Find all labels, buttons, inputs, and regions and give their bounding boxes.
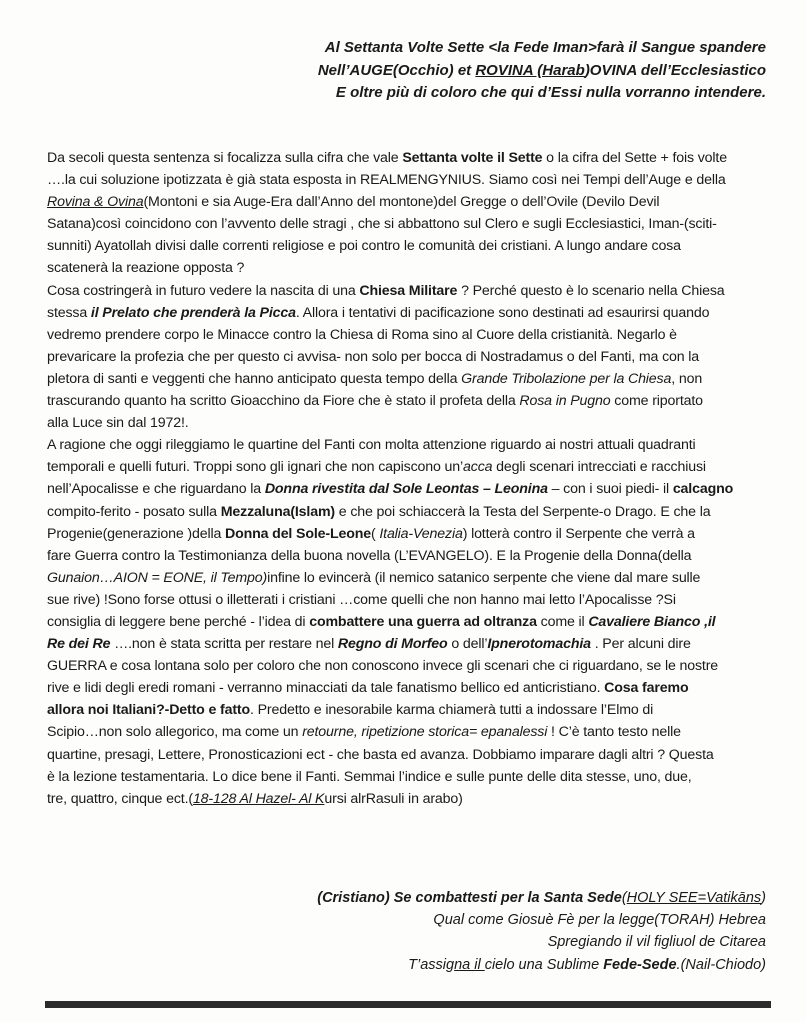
text-span: , non (671, 370, 703, 387)
text-span: ) (761, 890, 766, 906)
bold-italic-text: Regno di Morfeo (337, 636, 448, 653)
text-span: e che poi schiaccerà la Testa del Serpente-o Drago. E che la (335, 503, 711, 520)
body-line: sue rive) !Sono forse ottusi o illetterati i cristiani …come quelli che non hanno mai letto l’Apocalisse ?Si (47, 591, 676, 608)
bold-italic-text: Cavaliere Bianco ,il (588, 613, 716, 630)
body-text (47, 147, 767, 810)
italic-text: retourne, ripetizione storica= epanalessi (302, 724, 548, 741)
body-line: scatenerà la reazione opposta ? (47, 260, 245, 277)
body-line: quartine, presagi, Lettere, Pronosticazioni ect - che basta ed avanza. Dobbiamo imparare dagli altri ? Questa (47, 746, 714, 763)
text-span: Nell’AUGE(Occhio) et (317, 61, 476, 79)
text-span: – con i suoi piedi- il (547, 481, 673, 498)
text-span: o dell’ (447, 636, 488, 653)
body-line (47, 611, 767, 633)
bold-text: Settanta volte il Sette (402, 150, 543, 166)
bold-text: Cosa faremo (604, 680, 689, 697)
header-poem (318, 37, 766, 105)
text-span: (Montoni e sia Auge-Era dall’Anno del montone)del Gregge o dell’Ovile (Devilo Devil (143, 194, 660, 211)
header-poem-line-3: E oltre più di coloro che qui d’Essi nulla vorranno intendere. (335, 84, 766, 101)
italic-text: Rosa in Pugno (519, 393, 611, 410)
text-span: ….non è stata scritta per restare nel (110, 636, 338, 653)
body-line (47, 280, 767, 302)
text-span: Scipio…non solo allegorico, ma come un (47, 724, 303, 741)
body-line: GUERRA e cosa lontana solo per coloro che non conoscono invece gli scenari che ci riguardano, se le nostre (47, 658, 719, 675)
italic-text: Grande Tribolazione per la Chiesa (461, 370, 672, 387)
bold-text: calcagno (672, 481, 734, 498)
footer-poem-line-4 (317, 954, 766, 976)
footer-poem-line-1 (317, 887, 766, 909)
bold-text: Donna del Sole-Leone (225, 525, 371, 542)
text-span: ) lotterà contro il Serpente che verrà a (462, 525, 695, 542)
body-line (47, 788, 767, 810)
italic-text: Italia-Venezia (379, 525, 463, 542)
text-span: .(Nail-Chiodo) (676, 956, 766, 973)
body-line: sunniti) Ayatollah divisi dalle correnti religiose e poi contro le comunità dei cristiani. A lungo andare cosa (47, 238, 681, 255)
body-line (47, 456, 767, 478)
header-poem-line-1: Al Settanta Volte Sette <la Fede Iman>farà il Sangue spandere (324, 39, 766, 56)
body-line: fare Guerra contro la Testimonianza della buona novella (L’EVANGELO). E la Progenie della Donna(della (47, 547, 692, 564)
bold-italic-text: (Cristiano) Se combattesti per la Santa Sede (317, 890, 622, 906)
header-poem-line-2 (318, 60, 766, 83)
underlined-italic-text: Rovina & Ovina (47, 194, 144, 211)
text-span: . Predetto e inesorabile karma chiamerà tutti a indossare l’Elmo di (250, 702, 654, 719)
body-line (47, 523, 767, 545)
body-line: Satana)così coincidono con l’avvento delle stragi , che si abbattono sul Clero e sugli Ecclesiastici, Iman-(sciti- (47, 216, 717, 233)
underlined-text: ROVINA (Harab (475, 61, 585, 79)
text-span: stessa (47, 304, 91, 321)
underlined-text: HOLY SEE=Vatikāns (626, 890, 762, 906)
text-span: come il (536, 613, 589, 630)
bold-text: Mezzaluna(Islam) (220, 503, 335, 520)
italic-text: acca (463, 459, 493, 476)
text-span: ursi alrRasuli in arabo) (324, 790, 463, 807)
horizontal-rule (45, 1001, 771, 1008)
footer-poem-line-2: Qual come Giosuè Fè per la legge(TORAH) Hebrea (433, 912, 766, 929)
body-line (47, 633, 767, 655)
footer-poem-line-3: Spregiando il vil figliuol de Citarea (547, 934, 766, 951)
text-span: rive e lidi degli eredi romani - verranno minacciati da tale fanatismo bellico ed anticristiano. (47, 680, 605, 697)
bold-text: allora noi Italiani?-Detto e fatto (47, 702, 250, 719)
bold-italic-text: Re dei Re (47, 636, 111, 653)
body-line: prevaricare la profezia che per questo ci avvisa- non solo per bocca di Nostradamus o del Fanti, ma con la (47, 348, 700, 365)
body-line (47, 191, 767, 213)
bold-text: Chiesa Militare (359, 282, 458, 299)
text-span: Cosa costringerà in futuro vedere la nascita di una (47, 282, 360, 299)
text-span: )OVINA dell’Ecclesiastico (584, 61, 766, 79)
body-line: ….la cui soluzione ipotizzata è già stata esposta in REALMENGYNIUS. Siamo così nei Tempi dell’Auge e della (47, 172, 726, 189)
body-line (47, 368, 767, 390)
bold-italic-text: Fede-Sede (603, 956, 677, 973)
text-span: ( (370, 525, 380, 542)
text-span: nell’Apocalisse e che riguardano la (47, 481, 265, 498)
text-span: ! C’è tanto testo nelle (547, 724, 681, 741)
footer-poem (317, 887, 766, 976)
text-span: o la cifra del Sette + fois volte (542, 150, 727, 166)
text-span: temporali e quelli futuri. Troppi sono gli ignari che non capiscono un’ (47, 459, 464, 476)
bold-italic-text: Ipnerotomachia (487, 636, 591, 653)
underlined-italic-text: 18-128 Al Hazel- Al K (192, 790, 325, 807)
body-line: è la lezione testamentaria. Lo dice bene il Fanti. Semmai l’indice e sulle punte delle dita stesse, uno, due, (47, 768, 692, 785)
text-span: T’assig (408, 956, 455, 973)
italic-text: Gunaion…AION = EONE, il Tempo) (47, 569, 268, 586)
text-span: pletora di santi e veggenti che hanno anticipato questa tempo della (47, 370, 462, 387)
text-span: come riportato (610, 393, 703, 410)
text-span: trascurando quanto ha scritto Gioacchino da Fiore che è stato il profeta della (47, 393, 520, 410)
body-line: A ragione che oggi rileggiamo le quartine del Fanti con molta attenzione riguardo ai nostri attuali quadranti (47, 437, 696, 454)
text-span: ( (621, 890, 627, 906)
body-line (47, 501, 767, 523)
body-line (47, 302, 767, 324)
body-line (47, 677, 767, 699)
bold-italic-text: Donna rivestita dal Sole Leontas – Leonina (264, 481, 548, 498)
text-span: tre, quattro, cinque ect.( (47, 790, 193, 807)
bold-text: combattere una guerra ad oltranza (309, 613, 537, 630)
text-span: degli scenari intrecciati e racchiusi (492, 459, 706, 476)
body-line (47, 567, 767, 589)
body-line: alla Luce sin dal 1972!. (47, 415, 189, 432)
text-span: Progenie(generazione )della (47, 525, 225, 542)
text-span: compito-ferito - posato sulla (47, 503, 221, 520)
bold-italic-text: il Prelato che prenderà la Picca (90, 304, 296, 321)
text-span: . Allora i tentativi di pacificazione sono destinati ad esaurirsi quando (295, 304, 710, 321)
text-span: . Per alcuni dire (590, 636, 691, 653)
body-line (47, 390, 767, 412)
body-line (47, 721, 767, 743)
body-line: vedremo prendere corpo le Minacce contro la Chiesa di Roma sino al Cuore della cristianità. Negarlo è (47, 326, 677, 343)
text-span: cielo una Sublime (484, 956, 604, 973)
body-line (47, 147, 767, 169)
body-line (47, 478, 767, 500)
text-span: Da secoli questa sentenza si focalizza sulla cifra che vale (47, 150, 403, 166)
text-span: consiglia di leggere bene perché - l’idea di (47, 613, 310, 630)
body-line (47, 699, 767, 721)
text-span: infine lo evincerà (il nemico satanico serpente che viene dal mare sulle (267, 569, 701, 586)
text-span: ? Perché questo è lo scenario nella Chiesa (457, 282, 725, 299)
underlined-text: na il (454, 956, 485, 973)
